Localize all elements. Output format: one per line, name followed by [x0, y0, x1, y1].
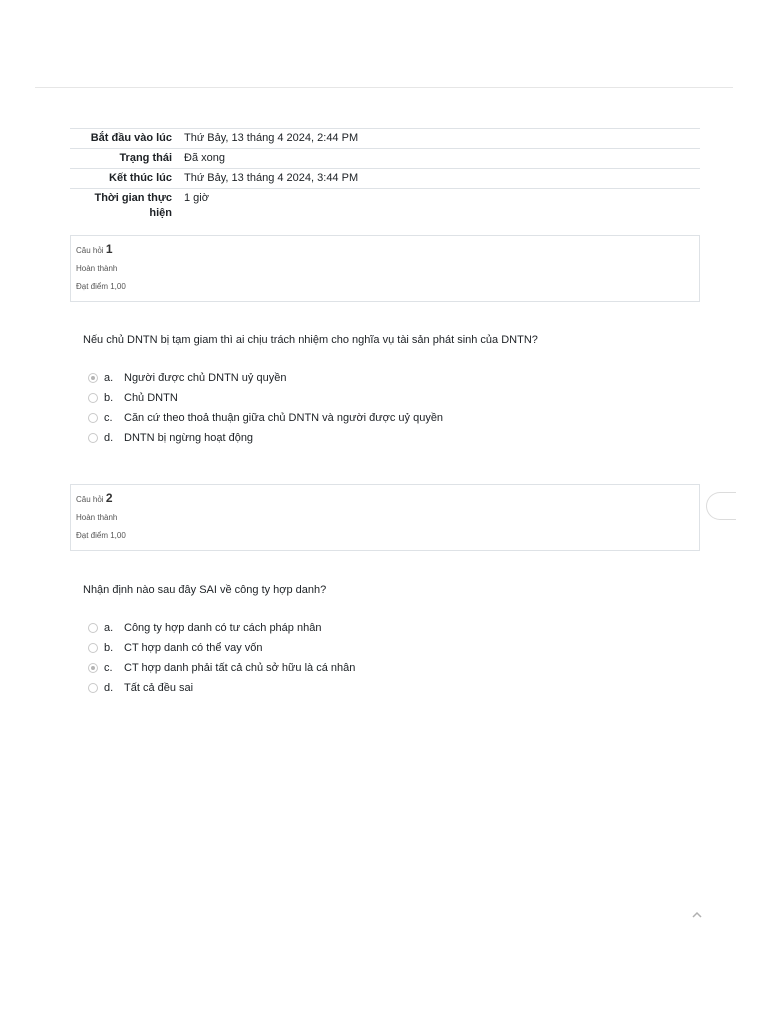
answer-letter: a.	[104, 372, 114, 384]
question-number-value: 2	[105, 491, 113, 505]
radio-icon[interactable]	[88, 413, 98, 423]
answer-letter: d.	[104, 682, 114, 694]
radio-icon[interactable]	[88, 393, 98, 403]
summary-value: Thứ Bảy, 13 tháng 4 2024, 3:44 PM	[184, 172, 359, 184]
question-number	[76, 242, 694, 258]
question-text-2: Nhận định nào sau đây SAI về công ty hợp danh?	[83, 584, 327, 596]
question-number	[76, 491, 694, 507]
summary-value: Đã xong	[184, 152, 225, 164]
radio-icon[interactable]	[88, 643, 98, 653]
question-state: Hoàn thành	[76, 264, 118, 273]
answer-list-2	[88, 618, 355, 698]
chevron-up-icon[interactable]	[690, 908, 704, 922]
answer-letter: d.	[104, 432, 114, 444]
summary-value: 1 giờ	[184, 192, 209, 204]
question-grade: Đạt điểm 1,00	[76, 531, 126, 540]
summary-row-completed	[70, 168, 700, 188]
summary-row-duration	[70, 188, 700, 223]
answer-text: Căn cứ theo thoả thuận giữa chủ DNTN và người được uỷ quyền	[124, 412, 444, 424]
answer-text: CT hợp danh có thể vay vốn	[124, 642, 263, 654]
question-prefix: Câu hỏi	[76, 246, 104, 255]
radio-checked-icon[interactable]	[88, 373, 98, 383]
question-info-2	[70, 484, 700, 551]
answer-text: Chủ DNTN	[124, 392, 178, 404]
answer-option[interactable]	[88, 658, 355, 678]
answer-option[interactable]	[88, 678, 355, 698]
question-state: Hoàn thành	[76, 513, 118, 522]
summary-label-line1: Thời gian thực	[94, 192, 172, 204]
answer-text: Công ty hợp danh có tư cách pháp nhân	[124, 622, 322, 634]
answer-text: CT hợp danh phải tất cả chủ sở hữu là cá nhân	[124, 662, 356, 674]
header-divider	[35, 87, 733, 88]
answer-letter: a.	[104, 622, 114, 634]
summary-label	[70, 189, 178, 223]
radio-icon[interactable]	[88, 623, 98, 633]
radio-icon[interactable]	[88, 683, 98, 693]
radio-icon[interactable]	[88, 433, 98, 443]
answer-option[interactable]	[88, 408, 443, 428]
answer-text: Người được chủ DNTN uỷ quyền	[124, 372, 287, 384]
answer-option[interactable]	[88, 388, 443, 408]
answer-list-1	[88, 368, 443, 448]
summary-value: Thứ Bảy, 13 tháng 4 2024, 2:44 PM	[184, 132, 359, 144]
question-text-1: Nếu chủ DNTN bị tạm giam thì ai chịu trách nhiệm cho nghĩa vụ tài sản phát sinh của DNTN?	[83, 334, 538, 346]
answer-option[interactable]	[88, 368, 443, 388]
answer-letter: b.	[104, 392, 114, 404]
question-info-1	[70, 235, 700, 302]
drawer-toggle-tab[interactable]	[706, 492, 736, 520]
answer-text: DNTN bị ngừng hoạt động	[124, 432, 254, 444]
answer-letter: c.	[104, 662, 113, 674]
answer-letter: b.	[104, 642, 114, 654]
answer-option[interactable]	[88, 638, 355, 658]
answer-letter: c.	[104, 412, 113, 424]
summary-row-started	[70, 128, 700, 148]
answer-option[interactable]	[88, 428, 443, 448]
question-prefix: Câu hỏi	[76, 495, 104, 504]
question-grade: Đạt điểm 1,00	[76, 282, 126, 291]
answer-text: Tất cả đều sai	[124, 682, 194, 694]
chevron-up-icon-svg	[690, 908, 704, 922]
summary-label: Trạng thái	[119, 152, 172, 164]
summary-label: Bắt đầu vào lúc	[90, 132, 172, 144]
summary-label: Kết thúc lúc	[109, 172, 172, 184]
summary-label-line2: hiện	[149, 207, 172, 219]
summary-row-state	[70, 148, 700, 168]
answer-option[interactable]	[88, 618, 355, 638]
attempt-summary-table	[70, 128, 700, 223]
question-number-value: 1	[105, 242, 113, 256]
radio-checked-icon[interactable]	[88, 663, 98, 673]
